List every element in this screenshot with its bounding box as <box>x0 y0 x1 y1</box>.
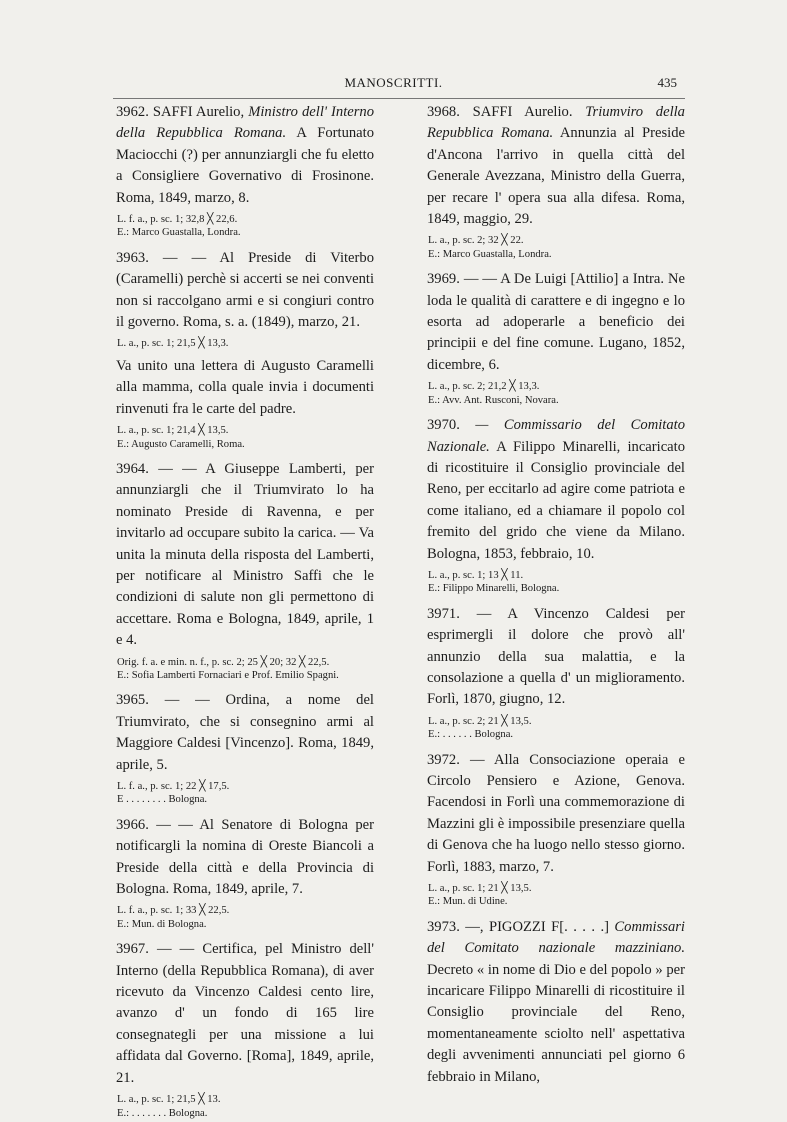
metadata-line: L. a., p. sc. 1; 21,5 ╳ 13,3. <box>117 338 229 350</box>
entry-number: 3973. <box>427 918 460 935</box>
entry-number: 3967. <box>116 941 149 958</box>
entry-text <box>116 102 374 209</box>
catalog-entry <box>427 415 685 596</box>
entry-metadata <box>427 380 685 407</box>
entry-description: — Alla Consociazione operaia e Circolo Pensiero e Azione, Genova. Facendosi in Forlì una commemorazione di Mazzini gli è impossibile presenziare quella di Genova che ha luogo nello stesso giorno. Forlì, 1883, marzo, 7. <box>427 751 685 875</box>
entry-text <box>116 815 374 901</box>
entry-author: SAFFI Aurelio, <box>152 104 245 120</box>
entry-metadata <box>116 656 374 683</box>
entry-metadata <box>427 882 685 909</box>
entry-description: — — A Giuseppe Lamberti, per annunziargli che il Triumvirato lo ha nominato Preside di Ravenna, e per invitarlo ad occupare subito la carica. — Va unita la minuta della risposta del Lamberti, per notificare al Ministro Saffi che le condizioni di salute non gli permettono di accettare. Roma e Bologna, 1849, aprile, 1 e 4. <box>116 460 374 649</box>
metadata-line: L. f. a., p. sc. 1; 33 ╳ 22,5. <box>117 905 230 917</box>
entry-description: — — Al Preside di Viterbo (Caramelli) perchè si accerti se nei conventi non si raccolgano armi e si congiuri contro il governo. Roma, s. a. (1849), marzo, 21. <box>116 249 374 331</box>
catalog-entry <box>116 939 374 1120</box>
entry-number: 3970. <box>427 417 460 434</box>
metadata-line: E.: . . . . . . Bologna. <box>428 729 514 741</box>
entry-number: 3964. <box>116 460 149 477</box>
metadata-line: L. a., p. sc. 1; 21 ╳ 13,5. <box>428 883 532 895</box>
metadata-line: L. f. a., p. sc. 1; 32,8 ╳ 22,6. <box>117 214 238 226</box>
entry-text <box>116 459 374 652</box>
metadata-line: E.: Filippo Minarelli, Bologna. <box>428 583 560 595</box>
page-header <box>0 72 787 94</box>
catalog-entry <box>427 750 685 909</box>
entry-metadata <box>427 234 685 261</box>
entry-metadata <box>116 337 374 350</box>
metadata-line: E.: Marco Guastalla, Londra. <box>428 248 552 260</box>
entry-text <box>427 102 685 230</box>
entry-note: Va unito una lettera di Augusto Caramelli alla mamma, colla quale invia i documenti rinvenuti fra le carte del padre. <box>116 357 374 417</box>
entry-text <box>427 750 685 878</box>
catalog-entry <box>427 917 685 1088</box>
metadata-line: E.: Marco Guastalla, Londra. <box>117 227 241 239</box>
entry-text <box>427 604 685 711</box>
entry-text <box>116 690 374 776</box>
entry-text <box>427 917 685 1088</box>
entry-number: 3963. <box>116 249 149 266</box>
catalog-entry <box>116 459 374 682</box>
metadata-line: E.: Augusto Caramelli, Roma. <box>117 438 245 450</box>
entry-description: Annunzia al Preside d'Ancona l'arrivo in quella città del Generale Avezzana, Ministro della Guerra, per recare l' opera sua alla difesa. Roma, 1849, maggio, 29. <box>427 125 686 228</box>
catalog-entry <box>427 269 685 407</box>
entry-number: 3965. <box>116 692 149 709</box>
entry-note-metadata <box>116 424 374 451</box>
entry-description: — — Al Senatore di Bologna per notificargli la nomina di Oreste Biancoli a Preside della città e della Provincia di Bologna. Roma, 1849, aprile, 7. <box>116 816 374 898</box>
entry-text <box>427 269 685 376</box>
entry-metadata <box>116 904 374 931</box>
entry-description: — — A De Luigi [Attilio] a Intra. Ne loda le qualità di carattere e di ingegno e lo esorta ad adoperarle a beneficio dei principii e del fine comune. Lugano, 1852, dicembre, 6. <box>427 271 685 373</box>
entry-author: SAFFI Aurelio. <box>472 104 573 120</box>
entry-number: 3969. <box>427 271 460 288</box>
metadata-line: L. a., p. sc. 2; 21,2 ╳ 13,3. <box>428 381 540 393</box>
entry-description: — — Certifica, pel Ministro dell' Interno (della Repubblica Romana), di aver ricevuto da Vincenzo Caldesi cento lire, avanzo d' un fondo di 165 lire consegnategli per una missione a lui affidata dal Governo. [Roma], 1849, aprile, 21. <box>116 941 374 1086</box>
entry-number: 3962. <box>116 104 149 120</box>
metadata-line: L. a., p. sc. 2; 21 ╳ 13,5. <box>428 715 532 727</box>
metadata-line: E.: Sofia Lamberti Fornaciari e Prof. Emilio Spagni. <box>117 669 339 681</box>
metadata-line: E.: Mun. di Udine. <box>428 896 508 908</box>
metadata-line: E.: Mun. di Bologna. <box>117 918 207 930</box>
header-rule <box>113 98 685 99</box>
entry-role: Commissari del Comitato nazionale mazziniano. <box>427 918 685 957</box>
metadata-line: L. a., p. sc. 1; 21,5 ╳ 13. <box>117 1094 221 1106</box>
entry-metadata <box>116 780 374 807</box>
catalog-entry <box>116 690 374 806</box>
entry-text <box>116 939 374 1089</box>
left-column <box>116 102 374 1122</box>
metadata-line: E.: Avv. Ant. Rusconi, Novara. <box>428 394 559 406</box>
metadata-line: E.: . . . . . . . Bologna. <box>117 1107 208 1119</box>
entry-description: — A Vincenzo Caldesi per esprimergli il dolore che provò all' annunzio della sua malattia, e la consolazione a quella d' un miglioramento. Forlì, 1870, giugno, 12. <box>427 605 685 708</box>
catalog-entry <box>116 102 374 240</box>
catalog-entry <box>427 102 685 261</box>
entry-description: Decreto « in nome di Dio e del popolo » per incaricare Filippo Minarelli di ricostituire il Consiglio provinciale del Reno, momentaneamente sciolto nell' aspettativa degli avvenimenti annunciati pel giorno 6 febbraio in Milano, <box>427 961 685 1085</box>
metadata-line: L. a., p. sc. 1; 13 ╳ 11. <box>428 569 524 581</box>
entry-metadata <box>116 1093 374 1120</box>
entry-description: — — Ordina, a nome del Triumvirato, che si consegnino armi al Maggiore Caldesi [Vincenzo]. Roma, 1849, aprile, 5. <box>116 692 374 773</box>
entry-number: 3966. <box>116 816 149 833</box>
entry-author: —, PIGOZZI F[. . . . .] <box>465 918 609 935</box>
entry-description: A Filippo Minarelli, incaricato di ricostituire il Consiglio provinciale del Reno, per eccitarlo ad agire come patriota e come italiano, ed a chiamare il popolo col fremito del grido che viene da Milano. Bologna, 1853, febbraio, 10. <box>427 438 685 562</box>
entry-number: 3968. <box>427 104 460 120</box>
page-number: 435 <box>657 75 677 90</box>
catalog-entry <box>116 248 374 451</box>
metadata-line: L. f. a., p. sc. 1; 22 ╳ 17,5. <box>117 781 230 792</box>
entry-text <box>116 248 374 334</box>
entry-metadata <box>427 715 685 742</box>
entry-number: 3972. <box>427 751 460 768</box>
entry-metadata <box>116 213 374 240</box>
entry-metadata <box>427 569 685 596</box>
running-title: MANOSCRITTI. <box>344 75 443 90</box>
entry-role: Triumviro della Repubblica Romana. <box>427 104 685 142</box>
entry-number: 3971. <box>427 605 460 622</box>
entry-text <box>427 415 685 565</box>
metadata-line: E . . . . . . . . Bologna. <box>117 794 208 806</box>
metadata-line: L. a., p. sc. 1; 21,4 ╳ 13,5. <box>117 425 229 437</box>
catalog-entry <box>116 815 374 931</box>
entry-role: Ministro dell' Interno della Repubblica Romana. <box>116 104 375 142</box>
entry-description: A Fortunato Maciocchi (?) per annunziargli che fu eletto a Consigliere Governativo di Frosinone. Roma, 1849, marzo, 8. <box>116 125 374 206</box>
metadata-line: L. a., p. sc. 2; 32 ╳ 22. <box>428 235 524 247</box>
right-column <box>427 102 685 1088</box>
metadata-line: Orig. f. a. e min. n. f., p. sc. 2; 25 ╳ 20; 32 ╳ 22,5. <box>117 656 330 668</box>
entry-role: — Commissario del Comitato Nazionale. <box>427 417 685 455</box>
catalog-entry <box>427 604 685 742</box>
